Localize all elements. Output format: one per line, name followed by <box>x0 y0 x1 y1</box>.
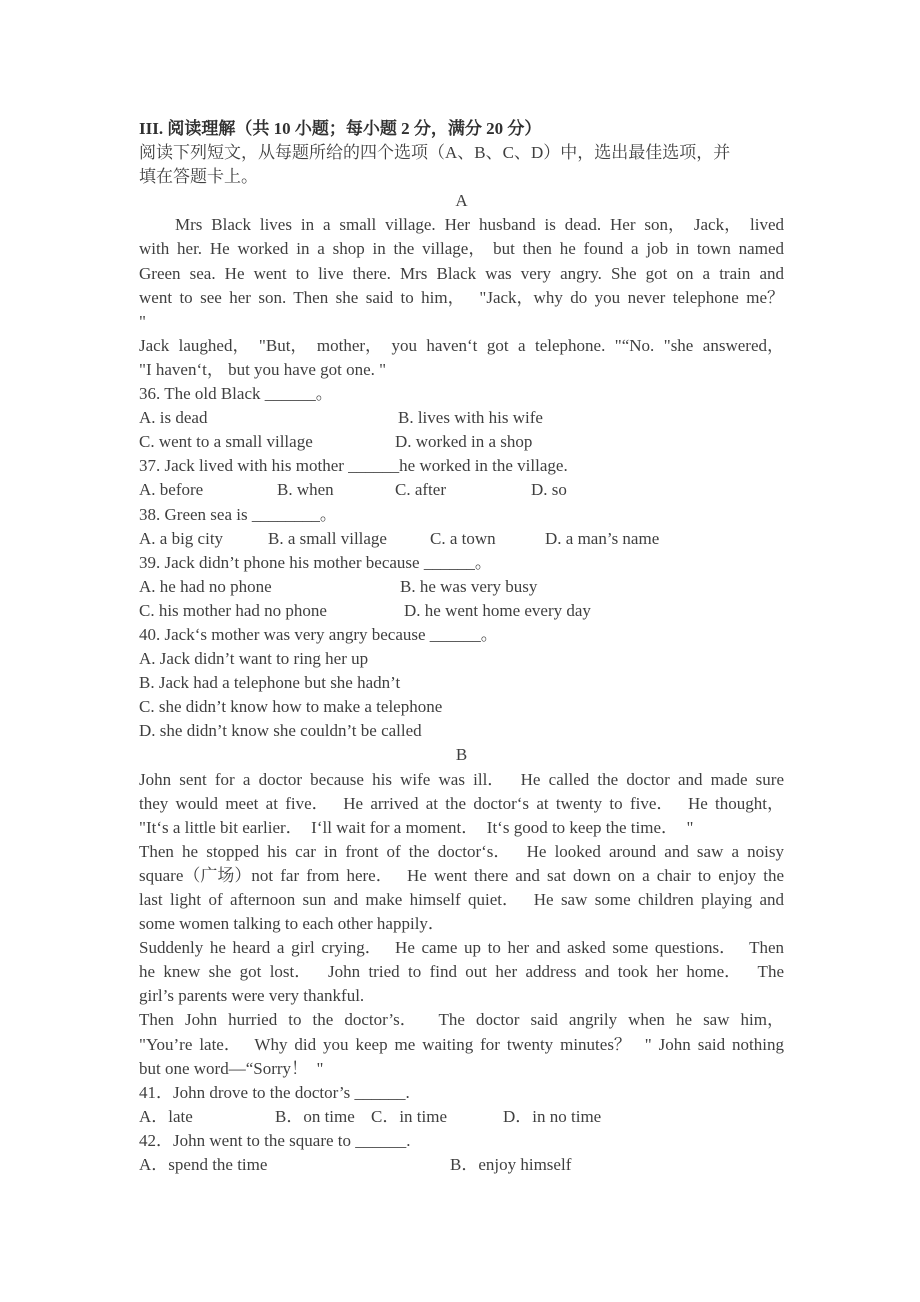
doc-line-text: Green sea. He went to live there. Mrs Black was very angry. She got on a train and <box>139 263 784 283</box>
section-heading <box>139 117 784 141</box>
doc-line <box>139 840 784 864</box>
doc-line <box>139 719 784 743</box>
doc-line <box>139 382 784 406</box>
options-row <box>139 1153 784 1177</box>
doc-line-text: " <box>139 311 146 331</box>
option-item: D. worked in a shop <box>395 432 533 452</box>
options-row <box>139 430 784 454</box>
option-item: B. lives with his wife <box>398 408 543 428</box>
option-item: C. went to a small village <box>139 432 313 452</box>
doc-line <box>139 936 784 960</box>
doc-line <box>139 1057 784 1081</box>
doc-line <box>139 551 784 575</box>
option-item: B. when <box>277 480 334 500</box>
doc-line-text: went to see her son. Then she said to him， "Jack，why do you never telephone me？ <box>139 287 784 307</box>
options-row <box>139 1105 784 1129</box>
option-item: D．in no time <box>503 1106 602 1126</box>
doc-line-text: D. she didn’t know she couldn’t be called <box>139 721 422 741</box>
doc-line <box>139 816 784 840</box>
doc-line <box>139 912 784 936</box>
doc-line <box>139 1129 784 1153</box>
doc-line-text: A <box>455 191 468 211</box>
doc-line <box>139 984 784 1008</box>
options-row <box>139 599 784 623</box>
option-item: B．on time <box>275 1106 355 1126</box>
doc-line-text: girl’s parents were very thankful. <box>139 986 365 1006</box>
doc-line-text: "You’re late． Why did you keep me waiting for twenty minutes？ " John said nothing <box>139 1034 784 1054</box>
doc-line <box>139 237 784 261</box>
option-item: B. he was very busy <box>400 576 538 596</box>
doc-line-text: 37. Jack lived with his mother ______he worked in the village. <box>139 456 568 476</box>
option-item: A．spend the time <box>139 1155 268 1175</box>
doc-line-text: "I haven‘t， but you have got one. " <box>139 359 387 379</box>
doc-line-text: A. Jack didn’t want to ring her up <box>139 649 369 669</box>
option-item: D. a man’s name <box>545 528 660 548</box>
doc-line <box>139 1008 784 1032</box>
doc-line <box>139 286 784 310</box>
option-item: D. so <box>531 480 567 500</box>
passage-label <box>139 189 784 213</box>
doc-line <box>139 623 784 647</box>
option-item: B. a small village <box>268 528 387 548</box>
passage-label <box>139 743 784 767</box>
option-item: C. a town <box>430 528 496 548</box>
doc-line <box>139 358 784 382</box>
doc-line-text: Then he stopped his car in front of the doctor‘s． He looked around and saw a noisy <box>139 841 784 861</box>
option-item: B．enjoy himself <box>450 1155 572 1175</box>
doc-line-text: 38. Green sea is ________。 <box>139 504 337 524</box>
options-row <box>139 527 784 551</box>
doc-line-text: they would meet at five． He arrived at the doctor‘s at twenty to five． He thought， <box>139 793 784 813</box>
option-item: D. he went home every day <box>404 600 591 620</box>
doc-line-text: Jack laughed， "But， mother， you haven‘t got a telephone. "“No. "she answered， <box>139 335 784 355</box>
doc-line-text: III. 阅读理解（共 10 小题；每小题 2 分，满分 20 分） <box>139 119 542 138</box>
doc-line-text: 填在答题卡上。 <box>139 167 258 187</box>
doc-line <box>139 1081 784 1105</box>
doc-line-text: square（广场）not far from here． He went there and sat down on a chair to enjoy the <box>139 865 784 885</box>
intro-line <box>139 141 784 165</box>
option-item: A. before <box>139 480 204 500</box>
doc-line <box>139 792 784 816</box>
doc-line <box>139 960 784 984</box>
doc-line-text: 36. The old Black ______。 <box>139 384 333 404</box>
doc-line-text: some women talking to each other happily． <box>139 914 445 934</box>
doc-line <box>139 1033 784 1057</box>
options-row <box>139 406 784 430</box>
doc-line <box>139 671 784 695</box>
doc-line <box>139 262 784 286</box>
option-item: A. a big city <box>139 528 224 548</box>
doc-line <box>139 454 784 478</box>
doc-line-text: John sent for a doctor because his wife was ill． He called the doctor and made sure <box>139 769 784 789</box>
doc-line-text: 41．John drove to the doctor’s ______. <box>139 1082 410 1102</box>
doc-line-text: last light of afternoon sun and make himself quiet． He saw some children playing and <box>139 890 784 909</box>
doc-line <box>139 768 784 792</box>
option-item: C．in time <box>371 1106 448 1126</box>
option-item: A. he had no phone <box>139 576 272 596</box>
doc-line <box>139 310 784 334</box>
doc-line-text: 阅读下列短文，从每题所给的四个选项（A、B、C、D）中，选出最佳选项，并 <box>139 143 731 163</box>
option-item: A. is dead <box>139 408 208 428</box>
doc-line-text: B <box>455 745 468 765</box>
document-page <box>139 117 784 1177</box>
doc-line-text: "It‘s a little bit earlier． I‘ll wait for a moment． It‘s good to keep the time． " <box>139 817 694 837</box>
intro-line <box>139 165 784 189</box>
doc-line-text: Then John hurried to the doctor’s． The doctor said angrily when he saw him， <box>139 1010 784 1030</box>
doc-line-text: C. she didn’t know how to make a telephone <box>139 697 443 717</box>
doc-line-text: B. Jack had a telephone but she hadn’t <box>139 673 401 693</box>
option-item: C. his mother had no phone <box>139 600 327 620</box>
options-row <box>139 575 784 599</box>
doc-line-text: he knew she got lost． John tried to find out her address and took her home． The <box>139 962 784 982</box>
doc-line <box>139 888 784 912</box>
doc-line-text: but one word—“Sorry！ " <box>139 1058 324 1078</box>
option-item: C. after <box>395 480 446 500</box>
doc-line-text: 40. Jack‘s mother was very angry because ______。 <box>139 624 498 644</box>
doc-line-text: Mrs Black lives in a small village. Her husband is dead. Her son， Jack， lived <box>175 215 784 235</box>
doc-line-text: Suddenly he heard a girl crying． He came up to her and asked some questions． Then <box>139 938 784 958</box>
doc-line <box>139 334 784 358</box>
doc-line-text: 42．John went to the square to ______. <box>139 1130 411 1150</box>
doc-line <box>139 864 784 888</box>
doc-line-text: with her. He worked in a shop in the village， but then he found a job in town named <box>139 239 784 259</box>
doc-line <box>139 213 784 237</box>
doc-line <box>139 695 784 719</box>
doc-line-text: 39. Jack didn’t phone his mother because ______。 <box>139 552 492 572</box>
doc-line <box>139 647 784 671</box>
options-row <box>139 478 784 502</box>
option-item: A．late <box>139 1106 193 1126</box>
doc-line <box>139 503 784 527</box>
